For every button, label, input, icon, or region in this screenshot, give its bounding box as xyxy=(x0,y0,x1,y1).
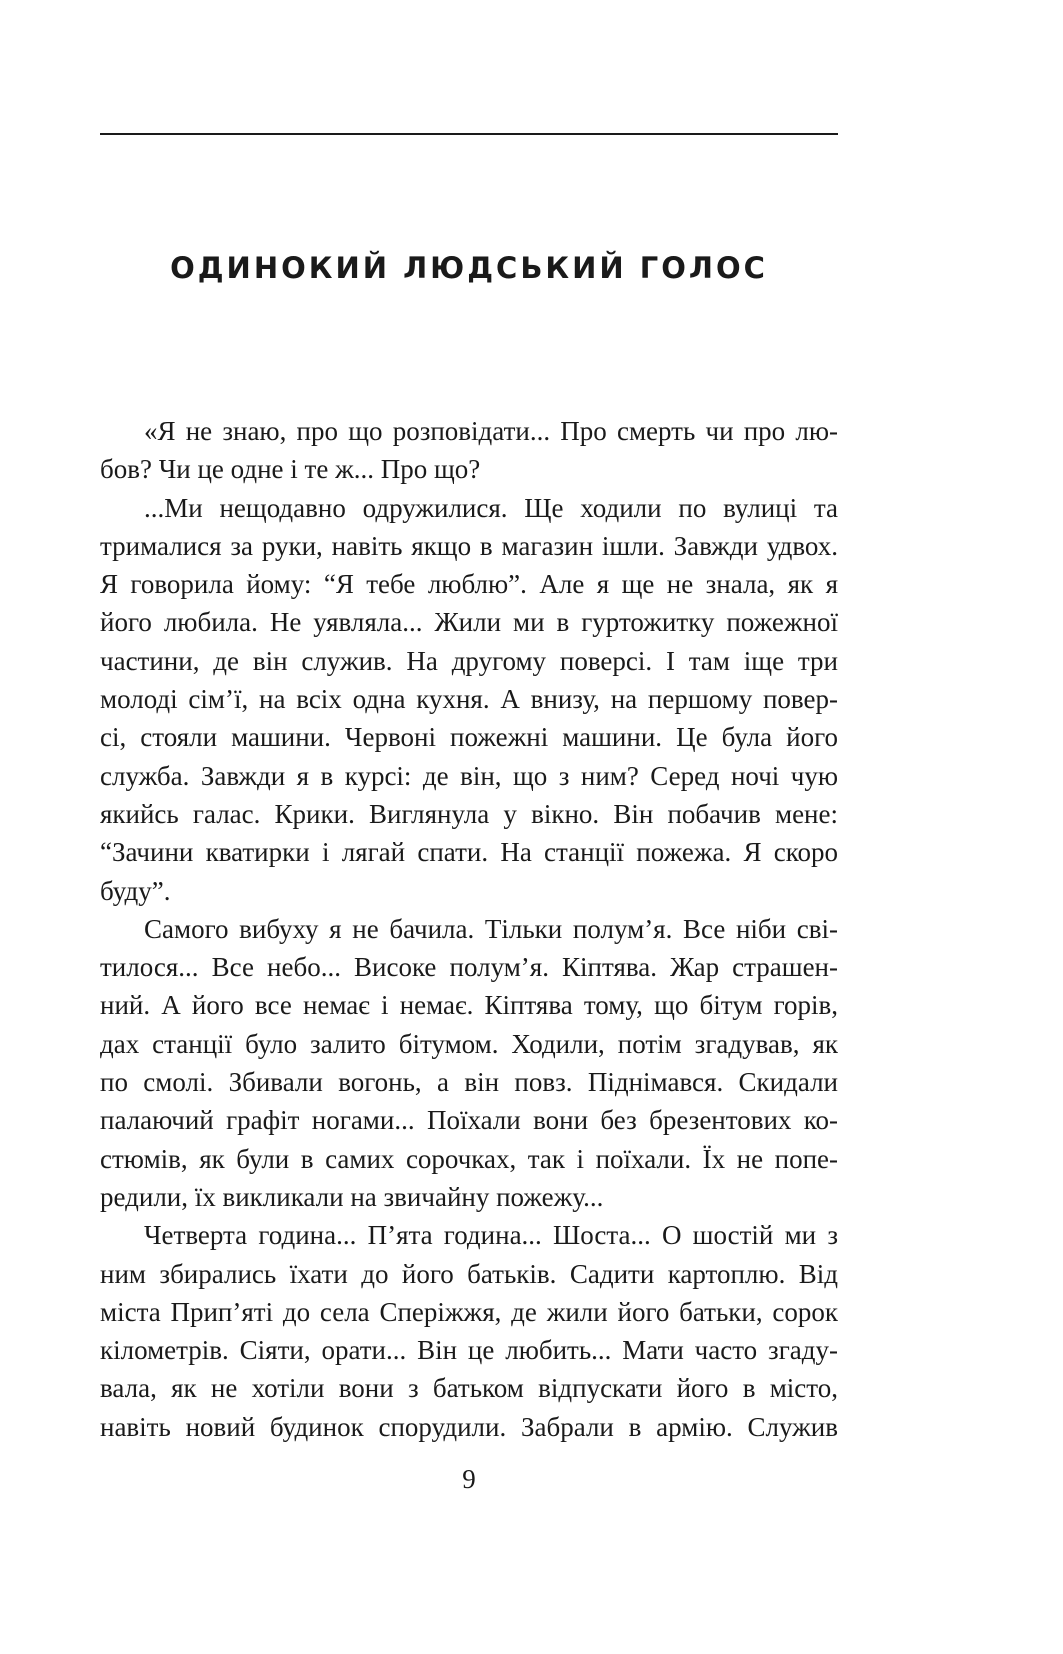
text-line: ним збирались їхати до його батьків. Садити картоплю. Від xyxy=(100,1258,838,1289)
text-line: редили, їх викликали на звичайну пожежу... xyxy=(100,1181,604,1212)
text-line: бов? Чи це одне і те ж... Про що? xyxy=(100,454,481,485)
body-text xyxy=(100,412,838,1446)
text-line: якийсь галас. Крики. Виглянула у вікно. Він побачив мене: xyxy=(100,798,838,829)
text-line: буду”. xyxy=(100,875,171,906)
text-line: “Зачини кватирки і лягай спати. На станції пожежа. Я скоро xyxy=(100,837,838,868)
text-line: навіть новий будинок спорудили. Забрали в армію. Служив xyxy=(100,1411,838,1442)
text-line: служба. Завжди я в курсі: де він, що з ним? Серед ночі чую xyxy=(100,760,838,791)
text-line: палаючий графіт ногами... Поїхали вони без брезентових ко- xyxy=(100,1105,838,1136)
text-line: ний. А його все немає і немає. Кіптява тому, що бітум горів, xyxy=(100,990,838,1021)
text-line: вала, як не хотіли вони з батьком відпускати його в місто, xyxy=(100,1373,838,1404)
text-line: Четверта година... П’ята година... Шоста... О шостій ми з xyxy=(144,1220,838,1251)
text-line: по смолі. Збивали вогонь, а він повз. Піднімався. Скидали xyxy=(100,1067,838,1098)
text-line: Я говорила йому: “Я тебе люблю”. Але я ще не знала, як я xyxy=(100,569,838,600)
text-line: Самого вибуху я не бачила. Тільки полум’я. Все ніби сві- xyxy=(144,913,838,944)
text-line: ...Ми нещодавно одружилися. Ще ходили по вулиці та xyxy=(144,492,838,523)
text-line: сі, стояли машини. Червоні пожежні машини. Це була його xyxy=(100,722,838,753)
text-line: стюмів, як були в самих сорочках, так і поїхали. Їх не попе- xyxy=(100,1143,838,1174)
text-line: дах станції було залито бітумом. Ходили, потім згадував, як xyxy=(100,1028,838,1059)
text-line: молоді сім’ї, на всіх одна кухня. А внизу, на першому повер- xyxy=(100,684,838,715)
text-line: тилося... Все небо... Високе полум’я. Кіптява. Жар страшен- xyxy=(100,952,838,983)
text-line: трималися за руки, навіть якщо в магазин ішли. Завжди удвох. xyxy=(100,530,838,561)
text-line: «Я не знаю, про що розповідати... Про смерть чи про лю- xyxy=(144,416,838,446)
text-line: частини, де він служив. На другому поверсі. І там іще три xyxy=(100,645,838,676)
text-line: кілометрів. Сіяти, орати... Він це любить... Мати часто згаду- xyxy=(100,1335,838,1366)
text-line: міста Прип’яті до села Сперіжжя, де жили його батьки, сорок xyxy=(100,1296,838,1327)
header-rule xyxy=(100,133,838,135)
page-number: 9 xyxy=(462,1464,476,1494)
text-line: його любила. Не уявляла... Жили ми в гуртожитку пожежної xyxy=(100,607,838,638)
chapter-title: ОДИНОКИЙ ЛЮДСЬКИЙ ГОЛОС xyxy=(170,251,768,285)
